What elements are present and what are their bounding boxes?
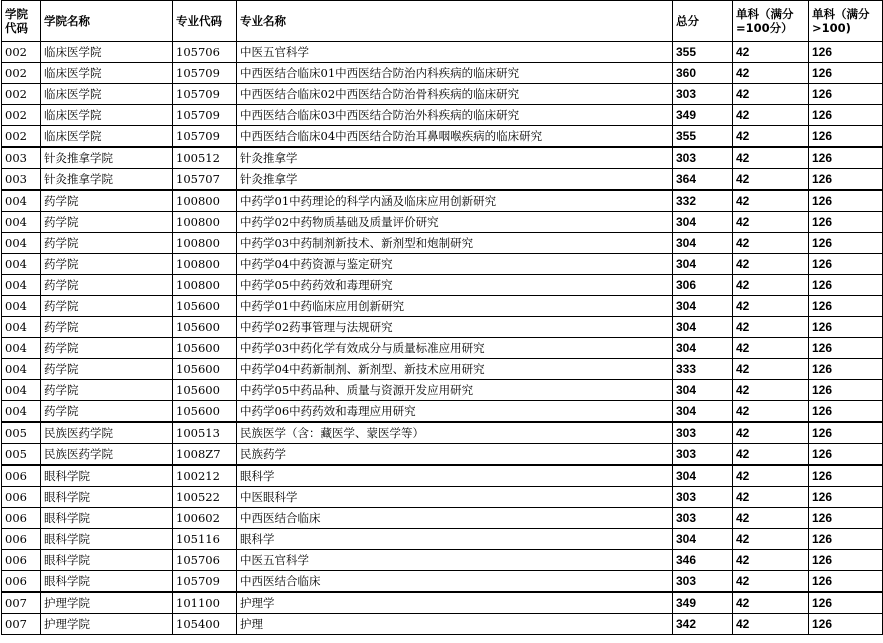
cell-college-name: 民族医药学院 bbox=[41, 444, 173, 466]
cell-single-over100: 126 bbox=[809, 380, 883, 401]
table-row bbox=[2, 169, 883, 191]
cell-major-code: 105600 bbox=[173, 296, 237, 317]
cell-college-code: 005 bbox=[2, 422, 41, 444]
cell-total: 342 bbox=[673, 614, 733, 635]
cell-total: 304 bbox=[673, 254, 733, 275]
cell-major-name: 中西医结合临床01中西医结合防治内科疾病的临床研究 bbox=[237, 63, 673, 84]
cell-single-100: 42 bbox=[733, 105, 809, 126]
cell-total: 303 bbox=[673, 508, 733, 529]
cell-single-100: 42 bbox=[733, 422, 809, 444]
cell-major-code: 105600 bbox=[173, 338, 237, 359]
table-row bbox=[2, 296, 883, 317]
table-row bbox=[2, 508, 883, 529]
cell-major-code: 105600 bbox=[173, 380, 237, 401]
cell-major-code: 100800 bbox=[173, 190, 237, 212]
cell-total: 304 bbox=[673, 465, 733, 487]
cell-single-over100: 126 bbox=[809, 444, 883, 466]
table-row bbox=[2, 487, 883, 508]
cell-total: 304 bbox=[673, 380, 733, 401]
cell-single-over100: 126 bbox=[809, 529, 883, 550]
cell-college-code: 006 bbox=[2, 508, 41, 529]
cell-college-name: 药学院 bbox=[41, 359, 173, 380]
cell-single-100: 42 bbox=[733, 487, 809, 508]
cell-single-100: 42 bbox=[733, 338, 809, 359]
cell-single-100: 42 bbox=[733, 465, 809, 487]
table-row bbox=[2, 422, 883, 444]
cell-major-name: 针灸推拿学 bbox=[237, 169, 673, 191]
cell-major-name: 护理学 bbox=[237, 592, 673, 614]
cell-major-name: 中西医结合临床 bbox=[237, 508, 673, 529]
cell-major-name: 中西医结合临床02中西医结合防治骨科疾病的临床研究 bbox=[237, 84, 673, 105]
cell-total: 333 bbox=[673, 359, 733, 380]
cell-major-code: 105707 bbox=[173, 169, 237, 191]
cell-single-over100: 126 bbox=[809, 401, 883, 423]
cell-single-over100: 126 bbox=[809, 359, 883, 380]
table-row bbox=[2, 212, 883, 233]
cell-major-code: 105400 bbox=[173, 614, 237, 635]
cell-college-name: 药学院 bbox=[41, 190, 173, 212]
cell-college-code: 007 bbox=[2, 592, 41, 614]
cell-single-100: 42 bbox=[733, 233, 809, 254]
table-row bbox=[2, 254, 883, 275]
table-row bbox=[2, 571, 883, 593]
cell-college-code: 002 bbox=[2, 63, 41, 84]
cell-college-code: 003 bbox=[2, 169, 41, 191]
cell-major-name: 中药学03中药化学有效成分与质量标准应用研究 bbox=[237, 338, 673, 359]
cell-college-name: 眼科学院 bbox=[41, 487, 173, 508]
cell-college-name: 临床医学院 bbox=[41, 84, 173, 105]
cell-major-name: 民族药学 bbox=[237, 444, 673, 466]
cell-college-code: 004 bbox=[2, 190, 41, 212]
cell-major-code: 101100 bbox=[173, 592, 237, 614]
cell-college-name: 药学院 bbox=[41, 275, 173, 296]
cell-major-name: 中医五官科学 bbox=[237, 42, 673, 63]
cell-major-code: 100800 bbox=[173, 233, 237, 254]
cell-college-code: 002 bbox=[2, 126, 41, 148]
cell-major-name: 中药学03中药制剂新技术、新剂型和炮制研究 bbox=[237, 233, 673, 254]
table-row bbox=[2, 42, 883, 63]
cell-single-100: 42 bbox=[733, 169, 809, 191]
cell-single-100: 42 bbox=[733, 42, 809, 63]
cell-college-code: 004 bbox=[2, 401, 41, 423]
cell-total: 304 bbox=[673, 338, 733, 359]
cell-single-over100: 126 bbox=[809, 487, 883, 508]
cell-single-over100: 126 bbox=[809, 190, 883, 212]
cell-college-name: 药学院 bbox=[41, 401, 173, 423]
cell-total: 360 bbox=[673, 63, 733, 84]
cell-total: 304 bbox=[673, 529, 733, 550]
cell-single-over100: 126 bbox=[809, 275, 883, 296]
cell-single-100: 42 bbox=[733, 296, 809, 317]
header-total: 总分 bbox=[673, 1, 733, 42]
cell-single-over100: 126 bbox=[809, 592, 883, 614]
cell-college-name: 临床医学院 bbox=[41, 63, 173, 84]
cell-single-over100: 126 bbox=[809, 84, 883, 105]
table-row bbox=[2, 592, 883, 614]
cell-single-over100: 126 bbox=[809, 254, 883, 275]
header-single-over100: 单科（满分>100) bbox=[809, 1, 883, 42]
cell-total: 304 bbox=[673, 296, 733, 317]
cell-college-code: 005 bbox=[2, 444, 41, 466]
cell-major-name: 民族医学（含：藏医学、蒙医学等） bbox=[237, 422, 673, 444]
header-row bbox=[2, 1, 883, 42]
cell-major-name: 针灸推拿学 bbox=[237, 147, 673, 169]
cell-major-code: 105600 bbox=[173, 401, 237, 423]
cell-single-100: 42 bbox=[733, 529, 809, 550]
table-row bbox=[2, 338, 883, 359]
cell-major-code: 105709 bbox=[173, 63, 237, 84]
cell-total: 346 bbox=[673, 550, 733, 571]
table-row bbox=[2, 275, 883, 296]
table-row bbox=[2, 317, 883, 338]
cell-total: 349 bbox=[673, 592, 733, 614]
table-row bbox=[2, 444, 883, 466]
cell-college-code: 006 bbox=[2, 550, 41, 571]
cell-college-name: 药学院 bbox=[41, 338, 173, 359]
table-row bbox=[2, 550, 883, 571]
cell-single-over100: 126 bbox=[809, 126, 883, 148]
cell-single-over100: 126 bbox=[809, 147, 883, 169]
cell-major-name: 中西医结合临床 bbox=[237, 571, 673, 593]
cell-total: 304 bbox=[673, 233, 733, 254]
cell-total: 304 bbox=[673, 317, 733, 338]
cell-single-100: 42 bbox=[733, 550, 809, 571]
cell-total: 332 bbox=[673, 190, 733, 212]
cell-college-code: 006 bbox=[2, 571, 41, 593]
cell-major-code: 105709 bbox=[173, 84, 237, 105]
cell-major-code: 100212 bbox=[173, 465, 237, 487]
cell-college-name: 药学院 bbox=[41, 317, 173, 338]
cell-major-name: 中药学01中药临床应用创新研究 bbox=[237, 296, 673, 317]
cell-total: 355 bbox=[673, 42, 733, 63]
table-row bbox=[2, 105, 883, 126]
cell-college-code: 004 bbox=[2, 254, 41, 275]
cell-college-code: 002 bbox=[2, 84, 41, 105]
cell-major-code: 105706 bbox=[173, 42, 237, 63]
table-row bbox=[2, 529, 883, 550]
cell-total: 306 bbox=[673, 275, 733, 296]
cell-single-100: 42 bbox=[733, 444, 809, 466]
cell-single-over100: 126 bbox=[809, 508, 883, 529]
cell-major-name: 中西医结合临床04中西医结合防治耳鼻咽喉疾病的临床研究 bbox=[237, 126, 673, 148]
cell-college-name: 药学院 bbox=[41, 254, 173, 275]
cell-college-code: 004 bbox=[2, 317, 41, 338]
cell-total: 303 bbox=[673, 422, 733, 444]
cell-single-100: 42 bbox=[733, 190, 809, 212]
cell-single-over100: 126 bbox=[809, 338, 883, 359]
header-college-name: 学院名称 bbox=[41, 1, 173, 42]
cell-major-name: 中西医结合临床03中西医结合防治外科疾病的临床研究 bbox=[237, 105, 673, 126]
cell-major-code: 100800 bbox=[173, 275, 237, 296]
cell-major-code: 100800 bbox=[173, 254, 237, 275]
cell-college-code: 006 bbox=[2, 487, 41, 508]
cell-major-code: 105116 bbox=[173, 529, 237, 550]
cell-major-code: 100522 bbox=[173, 487, 237, 508]
cell-college-code: 004 bbox=[2, 233, 41, 254]
cell-major-code: 100513 bbox=[173, 422, 237, 444]
cell-college-name: 药学院 bbox=[41, 233, 173, 254]
cell-major-code: 105709 bbox=[173, 126, 237, 148]
table-row bbox=[2, 84, 883, 105]
cell-major-name: 中药学04中药新制剂、新剂型、新技术应用研究 bbox=[237, 359, 673, 380]
cell-college-code: 004 bbox=[2, 338, 41, 359]
cell-single-over100: 126 bbox=[809, 105, 883, 126]
cell-single-100: 42 bbox=[733, 401, 809, 423]
cell-major-name: 眼科学 bbox=[237, 529, 673, 550]
cell-college-name: 眼科学院 bbox=[41, 550, 173, 571]
cell-college-code: 004 bbox=[2, 296, 41, 317]
cell-single-100: 42 bbox=[733, 147, 809, 169]
header-single-100: 单科（满分=100分） bbox=[733, 1, 809, 42]
cell-single-over100: 126 bbox=[809, 42, 883, 63]
cell-single-over100: 126 bbox=[809, 296, 883, 317]
cell-major-code: 105600 bbox=[173, 359, 237, 380]
cell-major-name: 中药学02药事管理与法规研究 bbox=[237, 317, 673, 338]
cell-total: 303 bbox=[673, 444, 733, 466]
cell-single-100: 42 bbox=[733, 84, 809, 105]
cell-major-name: 中药学04中药资源与鉴定研究 bbox=[237, 254, 673, 275]
table-row bbox=[2, 126, 883, 148]
cell-single-100: 42 bbox=[733, 359, 809, 380]
cell-total: 304 bbox=[673, 212, 733, 233]
cell-major-name: 护理 bbox=[237, 614, 673, 635]
cell-total: 355 bbox=[673, 126, 733, 148]
table-row bbox=[2, 465, 883, 487]
cell-total: 364 bbox=[673, 169, 733, 191]
cell-major-code: 100512 bbox=[173, 147, 237, 169]
cell-college-code: 006 bbox=[2, 529, 41, 550]
table-row bbox=[2, 380, 883, 401]
cell-major-code: 100602 bbox=[173, 508, 237, 529]
cell-college-name: 针灸推拿学院 bbox=[41, 147, 173, 169]
table-row bbox=[2, 63, 883, 84]
cell-major-code: 100800 bbox=[173, 212, 237, 233]
cell-major-code: 105706 bbox=[173, 550, 237, 571]
cell-single-100: 42 bbox=[733, 571, 809, 593]
cell-college-code: 006 bbox=[2, 465, 41, 487]
cell-college-code: 002 bbox=[2, 42, 41, 63]
cell-single-over100: 126 bbox=[809, 63, 883, 84]
cell-single-over100: 126 bbox=[809, 317, 883, 338]
cell-college-code: 007 bbox=[2, 614, 41, 635]
cell-college-name: 护理学院 bbox=[41, 614, 173, 635]
cell-college-name: 眼科学院 bbox=[41, 465, 173, 487]
cell-college-name: 民族医药学院 bbox=[41, 422, 173, 444]
table-row bbox=[2, 401, 883, 423]
cell-major-code: 105709 bbox=[173, 105, 237, 126]
cell-single-100: 42 bbox=[733, 275, 809, 296]
table-row bbox=[2, 233, 883, 254]
cell-single-100: 42 bbox=[733, 126, 809, 148]
cell-total: 303 bbox=[673, 487, 733, 508]
cell-total: 349 bbox=[673, 105, 733, 126]
cell-college-code: 004 bbox=[2, 212, 41, 233]
cell-college-code: 003 bbox=[2, 147, 41, 169]
cell-college-name: 临床医学院 bbox=[41, 42, 173, 63]
cell-single-100: 42 bbox=[733, 508, 809, 529]
cell-single-100: 42 bbox=[733, 380, 809, 401]
cell-college-name: 药学院 bbox=[41, 296, 173, 317]
cell-single-100: 42 bbox=[733, 212, 809, 233]
cell-college-code: 004 bbox=[2, 275, 41, 296]
cell-college-code: 004 bbox=[2, 359, 41, 380]
table-row bbox=[2, 147, 883, 169]
cell-single-100: 42 bbox=[733, 254, 809, 275]
cell-college-name: 药学院 bbox=[41, 380, 173, 401]
cell-total: 303 bbox=[673, 571, 733, 593]
table-row bbox=[2, 190, 883, 212]
cell-college-code: 004 bbox=[2, 380, 41, 401]
cell-single-over100: 126 bbox=[809, 233, 883, 254]
cell-single-over100: 126 bbox=[809, 465, 883, 487]
cell-single-over100: 126 bbox=[809, 169, 883, 191]
table-body bbox=[2, 42, 883, 635]
score-table bbox=[1, 0, 883, 635]
cell-major-name: 中药学02中药物质基础及质量评价研究 bbox=[237, 212, 673, 233]
cell-major-code: 1008Z7 bbox=[173, 444, 237, 466]
cell-major-name: 中药学06中药药效和毒理应用研究 bbox=[237, 401, 673, 423]
header-college-code: 学院代码 bbox=[2, 1, 41, 42]
cell-college-name: 临床医学院 bbox=[41, 105, 173, 126]
cell-college-code: 002 bbox=[2, 105, 41, 126]
cell-college-name: 临床医学院 bbox=[41, 126, 173, 148]
cell-single-over100: 126 bbox=[809, 614, 883, 635]
cell-college-name: 药学院 bbox=[41, 212, 173, 233]
cell-single-100: 42 bbox=[733, 63, 809, 84]
cell-single-over100: 126 bbox=[809, 550, 883, 571]
cell-major-name: 中医五官科学 bbox=[237, 550, 673, 571]
cell-college-name: 眼科学院 bbox=[41, 529, 173, 550]
cell-single-100: 42 bbox=[733, 592, 809, 614]
cell-major-code: 105709 bbox=[173, 571, 237, 593]
cell-total: 303 bbox=[673, 84, 733, 105]
cell-single-over100: 126 bbox=[809, 571, 883, 593]
cell-single-100: 42 bbox=[733, 614, 809, 635]
cell-college-name: 护理学院 bbox=[41, 592, 173, 614]
cell-single-100: 42 bbox=[733, 317, 809, 338]
cell-major-name: 中医眼科学 bbox=[237, 487, 673, 508]
cell-college-name: 针灸推拿学院 bbox=[41, 169, 173, 191]
cell-major-name: 中药学05中药品种、质量与资源开发应用研究 bbox=[237, 380, 673, 401]
cell-total: 304 bbox=[673, 401, 733, 423]
cell-college-name: 眼科学院 bbox=[41, 571, 173, 593]
cell-major-name: 中药学01中药理论的科学内涵及临床应用创新研究 bbox=[237, 190, 673, 212]
cell-major-name: 眼科学 bbox=[237, 465, 673, 487]
table-row bbox=[2, 359, 883, 380]
table-row bbox=[2, 614, 883, 635]
cell-single-over100: 126 bbox=[809, 422, 883, 444]
header-major-code: 专业代码 bbox=[173, 1, 237, 42]
cell-major-name: 中药学05中药药效和毒理研究 bbox=[237, 275, 673, 296]
header-major-name: 专业名称 bbox=[237, 1, 673, 42]
cell-total: 303 bbox=[673, 147, 733, 169]
cell-college-name: 眼科学院 bbox=[41, 508, 173, 529]
cell-major-code: 105600 bbox=[173, 317, 237, 338]
cell-single-over100: 126 bbox=[809, 212, 883, 233]
